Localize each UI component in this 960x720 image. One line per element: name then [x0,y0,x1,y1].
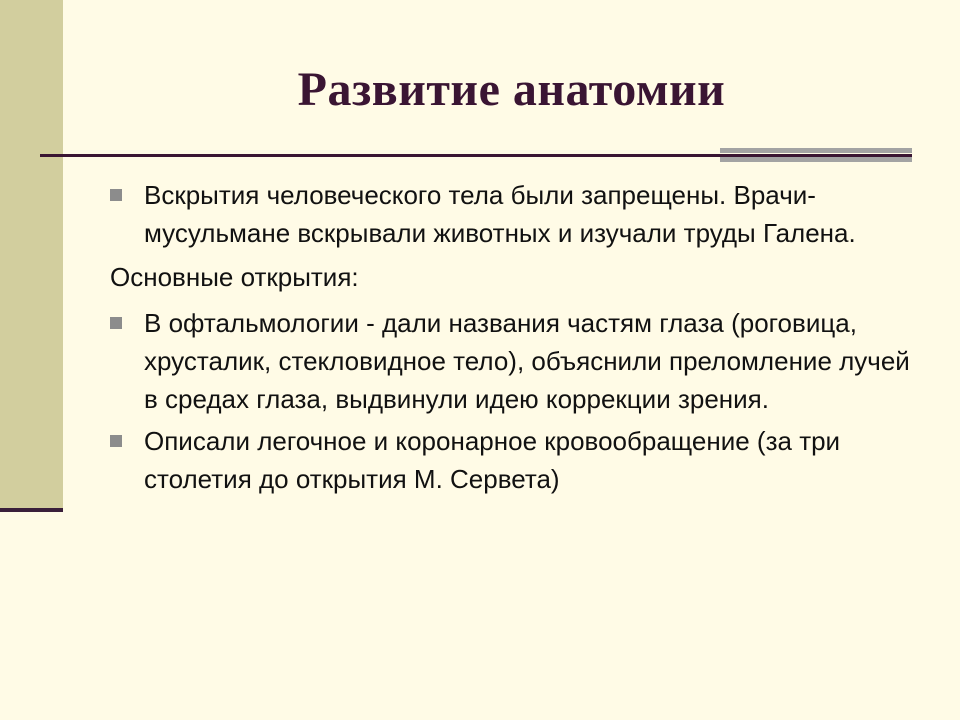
bullet-item [110,304,930,418]
square-bullet-icon [110,317,122,329]
slide-title: Развитие анатомии [297,63,726,116]
bullet-text: В офтальмологии - дали названия частям глаза (роговица, хрусталик, стекловидное тело), объяснили преломление лучей в средах глаза, выдвинули идею коррекции зрения. [144,308,910,414]
section-label [110,258,930,296]
left-decor-bar [0,0,63,510]
slide-body [110,176,930,498]
bullet-text: Описали легочное и коронарное кровообращение (за три столетия до открытия М. Сервета) [144,426,841,494]
section-label-text: Основные открытия: [110,262,359,292]
bullet-item [110,176,930,252]
bullet-item [110,422,930,498]
square-bullet-icon [110,435,122,447]
square-bullet-icon [110,189,122,201]
title-divider-accent [720,148,912,164]
bullet-text: Вскрытия человеческого тела были запрещены. Врачи-мусульмане вскрывали животных и изучали труды Галена. [144,180,856,248]
left-decor-line [0,508,63,512]
